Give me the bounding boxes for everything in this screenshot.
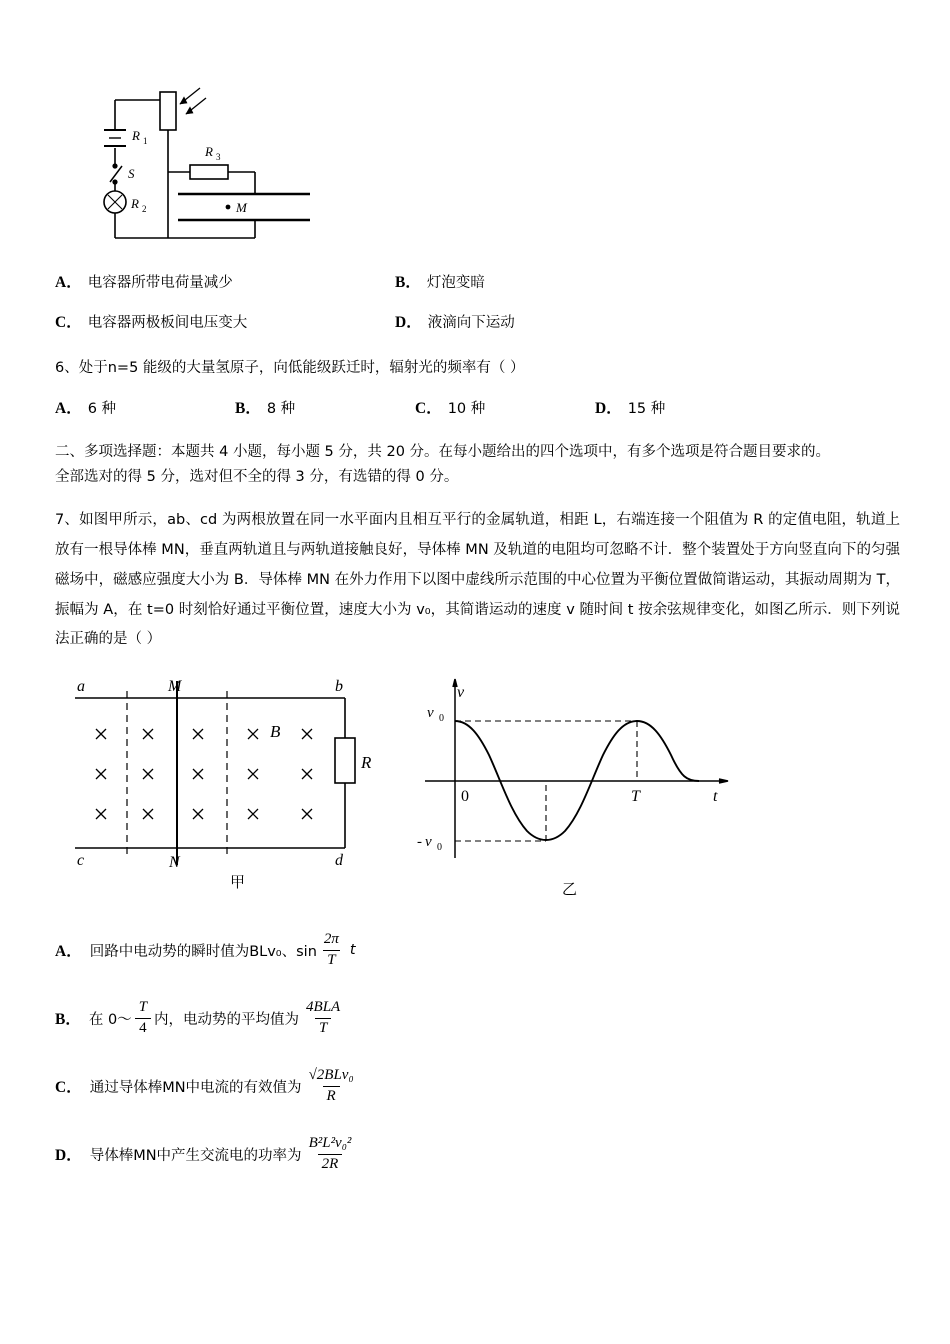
q6-option-c[interactable] [415, 396, 595, 418]
svg-text:R: R [131, 196, 139, 211]
q6-option-c-label: C． [415, 399, 442, 417]
circuit-figure [60, 60, 340, 255]
svg-text:t: t [713, 788, 718, 806]
q7-option-b[interactable] [55, 997, 900, 1039]
q5-option-d[interactable] [395, 311, 735, 335]
svg-text:B: B [270, 722, 281, 742]
svg-text:-: - [417, 834, 422, 851]
q6-stem: 6、处于n=5 能级的大量氢原子，向低能级跃迁时，辐射光的频率有（ ） [55, 359, 525, 376]
svg-text:N: N [169, 854, 180, 872]
q7-option-b-fraction-1 [135, 999, 151, 1037]
q7-option-b-fraction-2-num: 4BLA [306, 999, 341, 1016]
q7-option-a-fraction [320, 931, 343, 969]
q7-option-d-fraction-num: B²L²v₀² [308, 1135, 352, 1152]
q7-option-a-fraction-num: 2π [323, 931, 339, 948]
q7-option-b-fraction-2 [302, 999, 344, 1037]
q6-option-d-label: D． [595, 399, 622, 417]
svg-text:0: 0 [461, 788, 469, 806]
svg-text:a: a [77, 678, 85, 696]
q6-option-a[interactable] [55, 396, 235, 418]
q5-option-a-text: 电容器所带电荷量减少 [87, 275, 233, 291]
q5-option-b-text: 灯泡变暗 [426, 275, 485, 291]
q7-stem: 7、如图甲所示，ab、cd 为两根放置在同一水平面内且相互平行的金属轨道，相距 L，右端连接一个阻值为 R 的定值电阻，轨道上放有一根导体棒 MN，垂直两轨道且与两轨道接触良好，导体棒 MN 及轨道的电阻均可忽略不计．整个装置处于方向竖直向下的匀强磁场中，磁感应强度大小为 B．导体棒 MN 在外力作用下以图中虚线所示范围的中心位置为平衡位置做简谐运动，其振动周期为 T，振幅为 A，在 t=0 时刻恰好通过平衡位置，速度大小为 v₀，其简谐运动的速度 v 随时间 t 按余弦规律变化，如图乙所示．则下列说法正确的是（ ） [55, 512, 900, 648]
q5-options-row-2 [55, 311, 900, 335]
q6-option-c-text: 10 种 [447, 400, 486, 417]
q7-option-c-fraction [305, 1067, 358, 1105]
q7-option-a-text: 回路中电动势的瞬时值为BLv₀、sin [89, 943, 317, 960]
q6-option-a-label: A． [55, 399, 82, 417]
svg-text:0: 0 [439, 713, 444, 725]
q5-option-c[interactable] [55, 311, 395, 335]
q5-option-b[interactable] [395, 271, 735, 295]
q7-option-c-fraction-num: √2BLv₀ [308, 1067, 354, 1084]
q7-option-d-fraction-den: 2R [318, 1154, 343, 1173]
section-2-heading [55, 440, 900, 491]
svg-text:1: 1 [143, 136, 148, 146]
svg-text:b: b [335, 678, 343, 696]
q6-option-d[interactable] [595, 396, 775, 418]
q7-option-c-label: C． [55, 1079, 82, 1097]
q6-option-b[interactable] [235, 396, 415, 418]
svg-text:v: v [457, 684, 465, 702]
svg-text:R: R [361, 753, 372, 773]
q5-options-row-1 [55, 271, 900, 295]
q7-option-b-label: B． [55, 1011, 81, 1029]
q7-option-a[interactable] [55, 929, 900, 971]
svg-text:M: M [168, 678, 182, 696]
q7-option-d-pre: 导体棒MN中产生交流电的功率为 [89, 1147, 302, 1164]
svg-text:S: S [128, 166, 135, 181]
svg-text:v: v [427, 705, 434, 722]
svg-text:d: d [335, 852, 343, 870]
svg-text:c: c [77, 852, 85, 870]
svg-text:0: 0 [437, 842, 442, 854]
svg-text:R: R [132, 128, 140, 143]
q5-option-d-text: 液滴向下运动 [427, 314, 515, 331]
q5-option-b-label: B． [395, 274, 421, 291]
q6-option-a-text: 6 种 [87, 400, 117, 417]
section-2-line-1: 二、多项选择题：本题共 4 小题，每小题 5 分，共 20 分。在每小题给出的四个选项中，有多个选项是符合题目要求的。 [55, 443, 831, 460]
svg-text:R: R [205, 144, 213, 159]
q6-options-row [55, 396, 900, 418]
q7-option-a-fraction-den: T [323, 950, 339, 969]
q7-option-c[interactable] [55, 1065, 900, 1107]
q7-option-a-label: A． [55, 943, 82, 961]
q5-option-d-label: D． [395, 313, 422, 331]
page-content [55, 60, 900, 1175]
q6-option-b-label: B． [235, 399, 261, 417]
q7-option-b-pre: 在 0～ [88, 1011, 132, 1028]
rails-and-graph-figure [65, 673, 765, 903]
q6-option-d-text: 15 种 [627, 400, 666, 417]
q7-option-d-fraction [305, 1135, 356, 1173]
figure-caption-jia: 甲 [230, 873, 246, 892]
q7-option-c-pre: 通过导体棒MN中电流的有效值为 [89, 1079, 302, 1096]
section-2-line-2: 全部选对的得 5 分，选对但不全的得 3 分，有选错的得 0 分。 [55, 469, 459, 486]
q5-option-a-label: A． [55, 274, 82, 291]
q7-option-a-tail: t [349, 942, 356, 959]
svg-text:M: M [236, 200, 247, 215]
q5-option-c-label: C． [55, 313, 82, 331]
q7-option-d-label: D． [55, 1147, 82, 1165]
svg-text:T: T [631, 788, 640, 806]
q7-option-c-fraction-den: R [323, 1086, 340, 1105]
svg-text:3: 3 [216, 152, 221, 162]
q5-option-c-text: 电容器两极板间电压变大 [87, 314, 248, 331]
q7-option-b-fraction-1-den: 4 [135, 1018, 151, 1037]
svg-text:v: v [425, 834, 432, 851]
figure-caption-yi: 乙 [562, 880, 578, 899]
svg-text:2: 2 [142, 204, 147, 214]
q7-option-b-fraction-2-den: T [315, 1018, 331, 1037]
q7-option-b-fraction-1-num: T [138, 999, 148, 1016]
q6-option-b-text: 8 种 [266, 400, 296, 417]
q5-option-a[interactable] [55, 271, 395, 295]
q7-option-b-mid: 内，电动势的平均值为 [154, 1011, 300, 1028]
q7-option-d[interactable] [55, 1133, 900, 1175]
